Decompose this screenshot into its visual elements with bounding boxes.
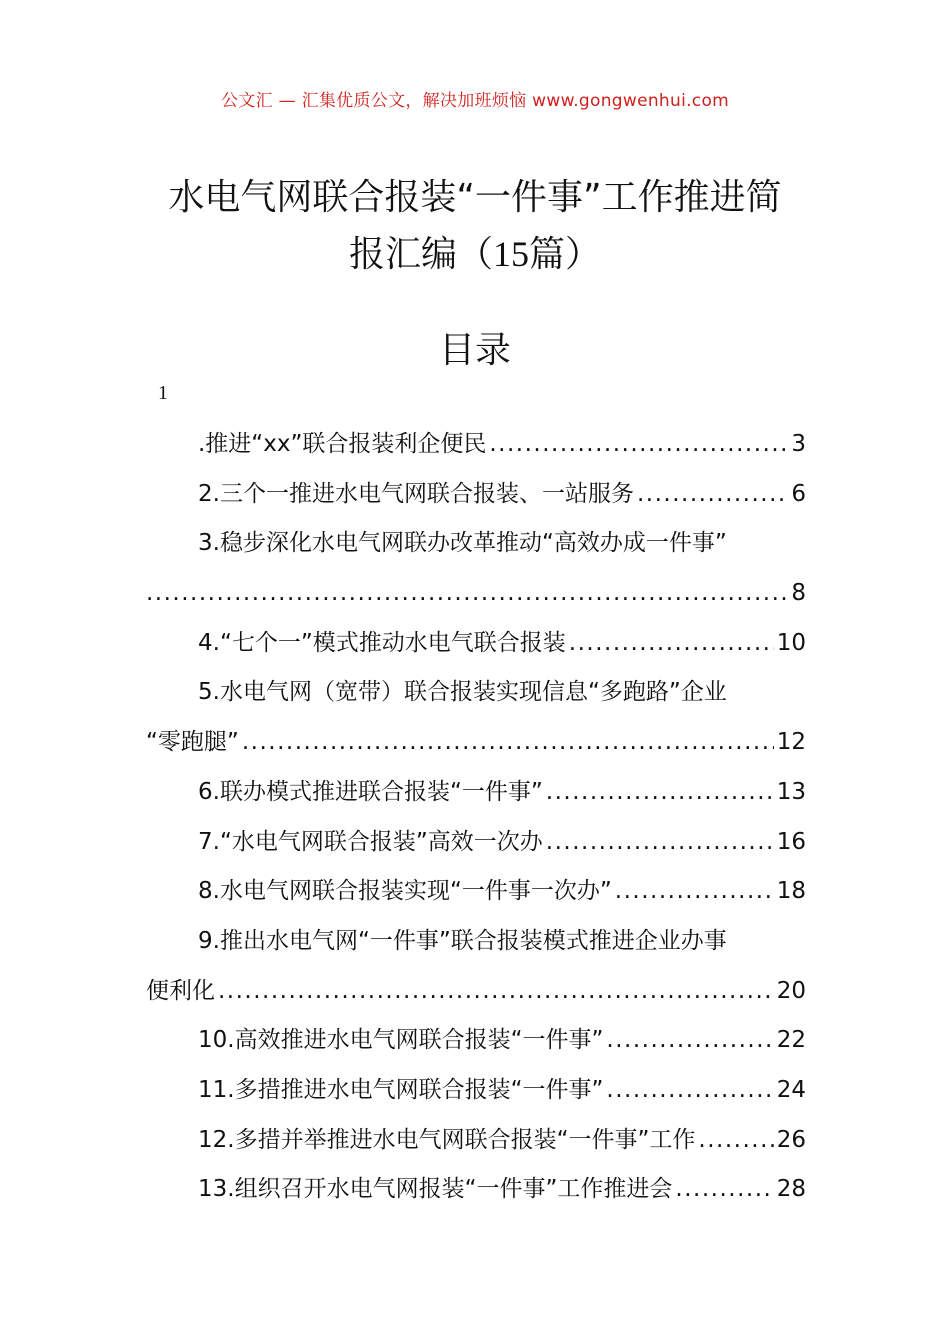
toc-entry-title: 8.水电气网联合报装实现“一件事一次办” xyxy=(198,878,612,905)
toc-leader xyxy=(146,569,788,619)
toc-page-number: 16 xyxy=(776,828,806,855)
toc-entry-13[interactable] xyxy=(146,1165,806,1215)
toc-entry-2[interactable] xyxy=(146,470,806,520)
toc-leader xyxy=(615,867,774,917)
toc-entry-title: 13.组织召开水电气网报装“一件事”工作推进会 xyxy=(198,1176,673,1203)
toc-entry-title: 3.稳步深化水电气网联办改革推动“高效办成一件事” xyxy=(198,530,727,557)
toc-leader xyxy=(218,967,774,1017)
toc-leader xyxy=(546,768,774,818)
toc-page-number: 26 xyxy=(776,1126,806,1153)
toc-page-number: 13 xyxy=(776,778,806,805)
toc-leader xyxy=(637,470,788,520)
toc-entry-title: 2.三个一推进水电气网联合报装、一站服务 xyxy=(198,480,634,507)
toc-entry-1[interactable] xyxy=(146,420,806,470)
toc-entry-12[interactable] xyxy=(146,1116,806,1166)
title-line-1: 水电气网联合报装“一件事”工作推进简 xyxy=(168,177,782,218)
toc-leader xyxy=(675,1165,773,1215)
toc-entry-title-cont: “零跑腿” xyxy=(146,729,239,756)
toc-entry-3[interactable] xyxy=(146,519,806,618)
toc-entry-title-cont: 便利化 xyxy=(146,977,215,1004)
toc-page-number: 12 xyxy=(776,729,806,756)
toc-page-number: 3 xyxy=(791,431,806,457)
toc-leader xyxy=(546,818,774,868)
toc-entry-title: 12.多措并举推进水电气网联合报装“一件事”工作 xyxy=(198,1126,696,1153)
toc-leader xyxy=(606,1016,773,1066)
toc-entry-9[interactable] xyxy=(146,917,806,1016)
title-count: 15 xyxy=(493,234,529,274)
toc-entry-title: .推进“xx”联合报装利企便民 xyxy=(198,431,487,457)
toc-page-number: 8 xyxy=(791,580,806,607)
toc-page-number: 18 xyxy=(776,878,806,905)
toc-page-number: 22 xyxy=(776,1027,806,1054)
toc-leader xyxy=(242,718,774,768)
toc-entry-11[interactable] xyxy=(146,1066,806,1116)
toc-entry-5[interactable] xyxy=(146,668,806,767)
toc-entry-title: 10.高效推进水电气网联合报装“一件事” xyxy=(198,1027,604,1054)
title-line-2-suffix: 篇） xyxy=(529,234,602,275)
toc-entry-title: 5.水电气网（宽带）联合报装实现信息“多跑路”企业 xyxy=(198,679,727,706)
toc-entry-title: 9.推出水电气网“一件事”联合报装模式推进企业办事 xyxy=(198,927,727,954)
toc-entry-8[interactable] xyxy=(146,867,806,917)
toc-entry-title: 4.“七个一”模式推动水电气联合报装 xyxy=(198,629,566,656)
toc-entry-title: 6.联办模式推进联合报装“一件事” xyxy=(198,778,543,805)
toc-entry-4[interactable] xyxy=(146,619,806,669)
toc-page-number: 6 xyxy=(791,480,806,507)
site-header-banner: 公文汇 — 汇集优质公文，解决加班烦恼 www.gongwenhui.com xyxy=(220,91,730,111)
toc-page-number: 10 xyxy=(776,629,806,656)
toc-page-number: 28 xyxy=(776,1176,806,1203)
title-line-2-prefix: 报汇编（ xyxy=(348,234,493,275)
title-line-2 xyxy=(100,226,850,283)
toc-entry-title: 11.多措推进水电气网联合报装“一件事” xyxy=(198,1076,604,1103)
table-of-contents xyxy=(146,420,806,1215)
toc-heading: 目录 xyxy=(438,330,511,371)
toc-leader xyxy=(569,619,774,669)
toc-page-number: 20 xyxy=(776,977,806,1004)
toc-marker: 1 xyxy=(158,382,168,404)
toc-entry-6[interactable] xyxy=(146,768,806,818)
toc-page-number: 24 xyxy=(776,1076,806,1103)
toc-leader xyxy=(698,1116,773,1166)
toc-leader xyxy=(606,1066,773,1116)
toc-entry-10[interactable] xyxy=(146,1016,806,1066)
document-title xyxy=(100,170,850,283)
toc-entry-7[interactable] xyxy=(146,818,806,868)
toc-entry-title: 7.“水电气网联合报装”高效一次办 xyxy=(198,828,543,855)
toc-leader xyxy=(489,420,788,470)
